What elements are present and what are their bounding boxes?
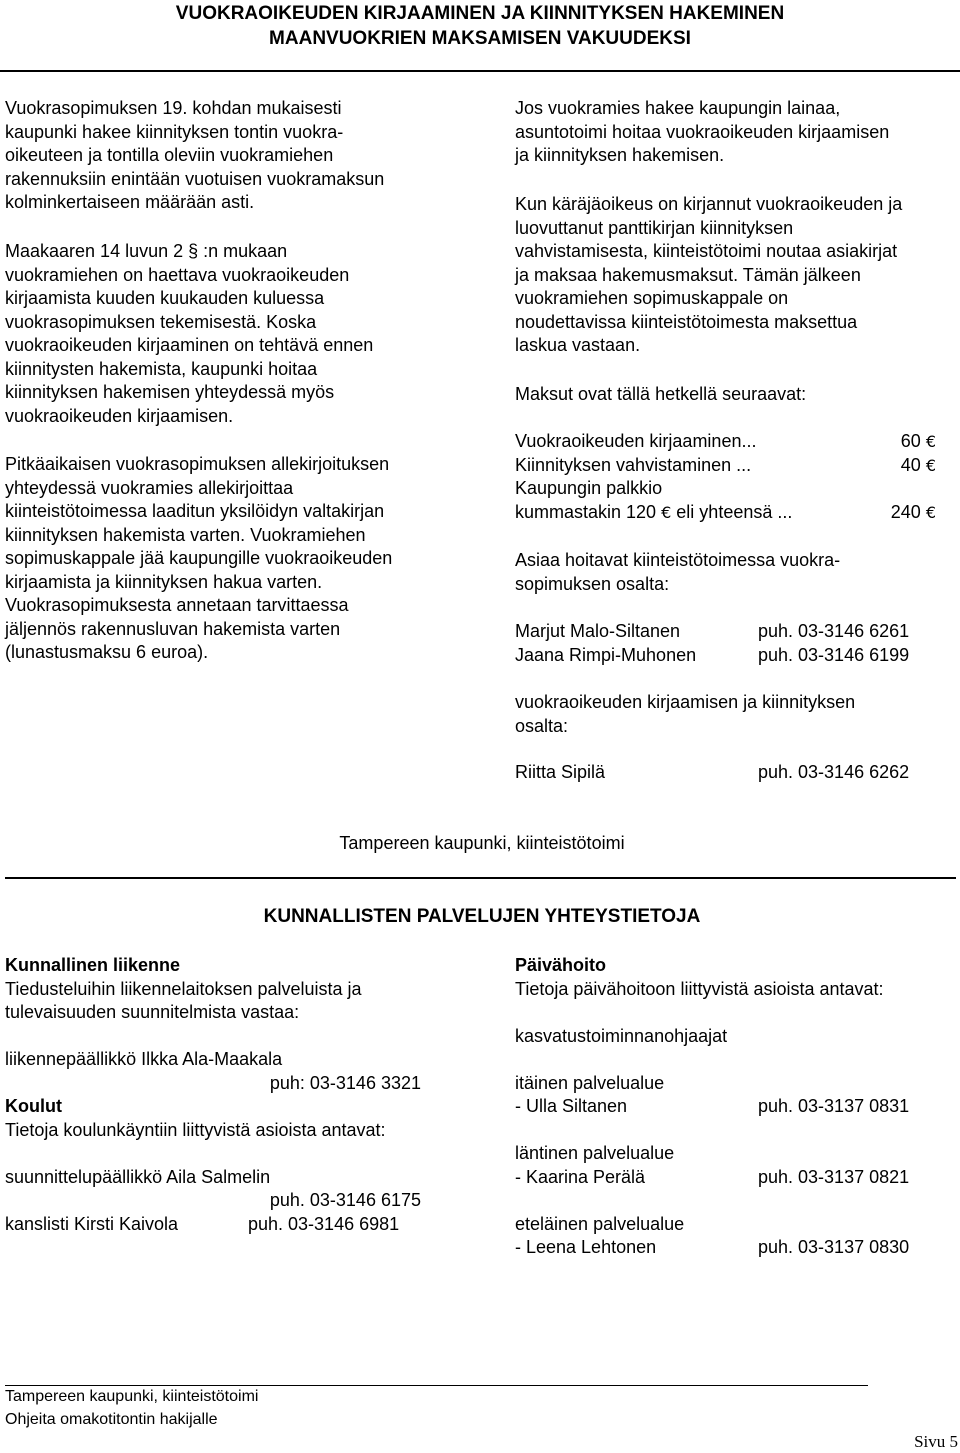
page-number: Sivu 5 [914, 1432, 958, 1451]
text-line: vuokraoikeuden kirjaamisen ja kiinnityksen [515, 692, 856, 712]
contact-intro-2 [515, 691, 855, 738]
contact-row [5, 1213, 435, 1237]
right-paragraph-2 [515, 193, 902, 358]
left-paragraph-3 [5, 453, 392, 665]
contact-phone: puh: 03-3146 3321 [269, 1072, 421, 1093]
text-line: oikeuteen ja tontilla oleviin vuokramiehen [5, 145, 334, 165]
section-title: KUNNALLISTEN PALVELUJEN YHTEYSTIETOJA [263, 906, 701, 927]
area-label: itäinen palvelualue [515, 1072, 665, 1093]
text-line: kirjaamista kuuden kuukauden kuluessa [5, 288, 325, 308]
fees-intro: Maksut ovat tällä hetkellä seuraavat: [515, 384, 807, 404]
contact-phone: puh. 03-3146 6261 [758, 621, 910, 641]
text-line: kiinnityksen hakemisen yhteydessä myös [5, 382, 335, 402]
text-line: laskua vastaan. [515, 335, 641, 355]
euro-icon: € [925, 432, 936, 451]
contact-phone: puh. 03-3137 0821 [758, 1166, 910, 1187]
contact-name: - Kaarina Perälä [515, 1166, 646, 1187]
text-line: vuokramiehen on haettava vuokraoikeuden [5, 264, 350, 285]
contact-row [515, 761, 955, 785]
text-line: Pitkäaikaisen vuokrasopimuksen allekirjoituksen [5, 454, 390, 474]
text-line: Jos vuokramies hakee kaupungin lainaa, [515, 98, 841, 118]
text-line: (lunastusmaksu 6 euroa). [5, 642, 209, 662]
role-label: kasvatustoiminnanohjaajat [515, 1025, 728, 1046]
text-line: kiinnityksen hakemista varten. Vuokramiehen [5, 524, 366, 545]
text-line: Vuokrasopimuksesta annetaan tarvittaessa [5, 595, 349, 615]
text-line: sopimuksen osalta: [515, 573, 670, 594]
text-line: vahvistamisesta, kiinteistötoimi noutaa asiakirjat [515, 241, 898, 261]
contact-name: - Ulla Siltanen [515, 1096, 628, 1116]
footer-line-2: Ohjeita omakotitontin hakijalle [5, 1411, 218, 1428]
text-line: asuntotoimi hoitaa vuokraoikeuden kirjaamisen [515, 121, 890, 142]
contact-row [515, 620, 955, 644]
text-line: luovuttanut panttikirjan kiinnityksen [515, 217, 794, 238]
contact-phone: puh. 03-3137 0831 [758, 1096, 910, 1116]
text-line: vuokraoikeuden kirjaaminen on tehtävä ennen [5, 335, 374, 355]
contact-name: Marjut Malo-Siltanen [515, 621, 681, 641]
contact-phone: puh. 03-3146 6199 [758, 644, 910, 665]
euro-icon: € [925, 502, 936, 522]
contact-phone: puh. 03-3137 0830 [758, 1237, 910, 1257]
contact-name: - Leena Lehtonen [515, 1237, 657, 1257]
text-line: Tietoja päivähoitoon liittyvistä asioista antavat: [515, 978, 884, 999]
area-label: läntinen palvelualue [515, 1143, 675, 1163]
fee-label: Vuokraoikeuden kirjaaminen... [515, 431, 757, 451]
text-line: tulevaisuuden suunnitelmista vastaa: [5, 1002, 300, 1022]
euro-icon: € [661, 502, 672, 522]
contact-person: kanslisti Kirsti Kaivola [5, 1213, 179, 1234]
fees-list [515, 430, 936, 524]
contact-row [515, 1236, 955, 1260]
contact-row [515, 1095, 955, 1119]
text-line: yhteydessä vuokramies allekirjoittaa [5, 477, 294, 498]
text-line: kirjaamista ja kiinnityksen hakua varten. [5, 571, 323, 592]
text-line: Asiaa hoitavat kiinteistötoimessa vuokra- [515, 550, 841, 570]
text-line: kiinnitysten hakemista, kaupunki hoitaa [5, 358, 318, 379]
fee-row [515, 454, 936, 478]
contact-person: suunnittelupäällikkö Aila Salmelin [5, 1166, 271, 1187]
page-title-line2: MAANVUOKRIEN MAKSAMISEN VAKUUDEKSI [269, 28, 691, 49]
heading-daycare: Päivähoito [515, 955, 607, 975]
text-line: vuokrasopimuksen tekemisestä. Koska [5, 311, 317, 332]
heading-transport: Kunnallinen liikenne [5, 955, 181, 975]
text-line: rakennuksiin enintään vuotuisen vuokramaksun [5, 168, 385, 189]
text-line: kiinteistötoimessa laaditun yksilöidyn valtakirjan [5, 501, 385, 521]
euro-icon: € [925, 455, 936, 475]
section-rule [5, 877, 956, 879]
text-line: osalta: [515, 715, 569, 736]
text-line: Kun käräjäoikeus on kirjannut vuokraoikeuden ja [515, 194, 903, 214]
fee-label: Kiinnityksen vahvistaminen ... [515, 454, 752, 475]
area-label: eteläinen palvelualue [515, 1213, 685, 1234]
fee-label: kummastakin 120 € eli yhteensä ... [515, 501, 793, 522]
fee-row [515, 501, 936, 525]
contact-phone: puh. 03-3146 6981 [248, 1213, 400, 1234]
fee-amount: 60 € [900, 431, 936, 451]
text-line: Tietoja koulunkäyntiin liittyvistä asioista antavat: [5, 1119, 386, 1140]
header-rule [0, 70, 960, 72]
left-paragraph-1 [5, 97, 384, 215]
text-line: jäljennös rakennusluvan hakemista varten [5, 618, 341, 639]
text-line: sopimuskappale jää kaupungille vuokraoikeuden [5, 548, 393, 568]
contact-phone: puh. 03-3146 6262 [758, 762, 910, 782]
heading-schools: Koulut [5, 1096, 62, 1116]
text-line: Vuokrasopimuksen 19. kohdan mukaisesti [5, 98, 342, 118]
text-line: vuokramiehen sopimuskappale on [515, 288, 789, 308]
contact-phone: puh. 03-3146 6175 [269, 1190, 421, 1210]
contacts-list-2 [515, 761, 955, 785]
text-line: Tiedusteluihin liikennelaitoksen palveluista ja [5, 978, 362, 999]
text-line: Maakaaren 14 luvun 2 § :n mukaan [5, 241, 288, 261]
services-right [515, 954, 955, 1260]
right-paragraph-1 [515, 97, 889, 168]
fee-row-title [515, 477, 936, 501]
section-footer: Tampereen kaupunki, kiinteistötoimi [339, 833, 625, 853]
contacts-list-1 [515, 620, 955, 667]
services-left [5, 954, 435, 1236]
text-line: ja maksaa hakemusmaksut. Tämän jälkeen [515, 264, 861, 285]
text-line: kaupunki hakee kiinnityksen tontin vuokra- [5, 121, 344, 142]
contact-person: liikennepäällikkö Ilkka Ala-Maakala [5, 1049, 283, 1069]
contact-name: Jaana Rimpi-Muhonen [515, 644, 697, 665]
text-line: noudettavissa kiinteistötoimesta maksettua [515, 311, 858, 332]
fee-amount: 240 € [890, 501, 936, 522]
text-line: ja kiinnityksen hakemisen. [515, 145, 725, 165]
page-title-line1: VUOKRAOIKEUDEN KIRJAAMINEN JA KIINNITYKSEN HAKEMINEN [175, 3, 785, 24]
contact-row [515, 1166, 955, 1190]
fee-row [515, 430, 936, 454]
fee-label: Kaupungin palkkio [515, 478, 663, 498]
contact-name: Riitta Sipilä [515, 762, 606, 782]
text-line: kolminkertaiseen määrään asti. [5, 192, 255, 212]
footer-line-1: Tampereen kaupunki, kiinteistötoimi [5, 1388, 259, 1405]
contact-intro [515, 549, 840, 596]
left-paragraph-2 [5, 240, 373, 428]
contact-row [515, 644, 955, 668]
fee-amount: 40 € [900, 454, 936, 475]
text-line: vuokraoikeuden kirjaamisen. [5, 405, 234, 426]
